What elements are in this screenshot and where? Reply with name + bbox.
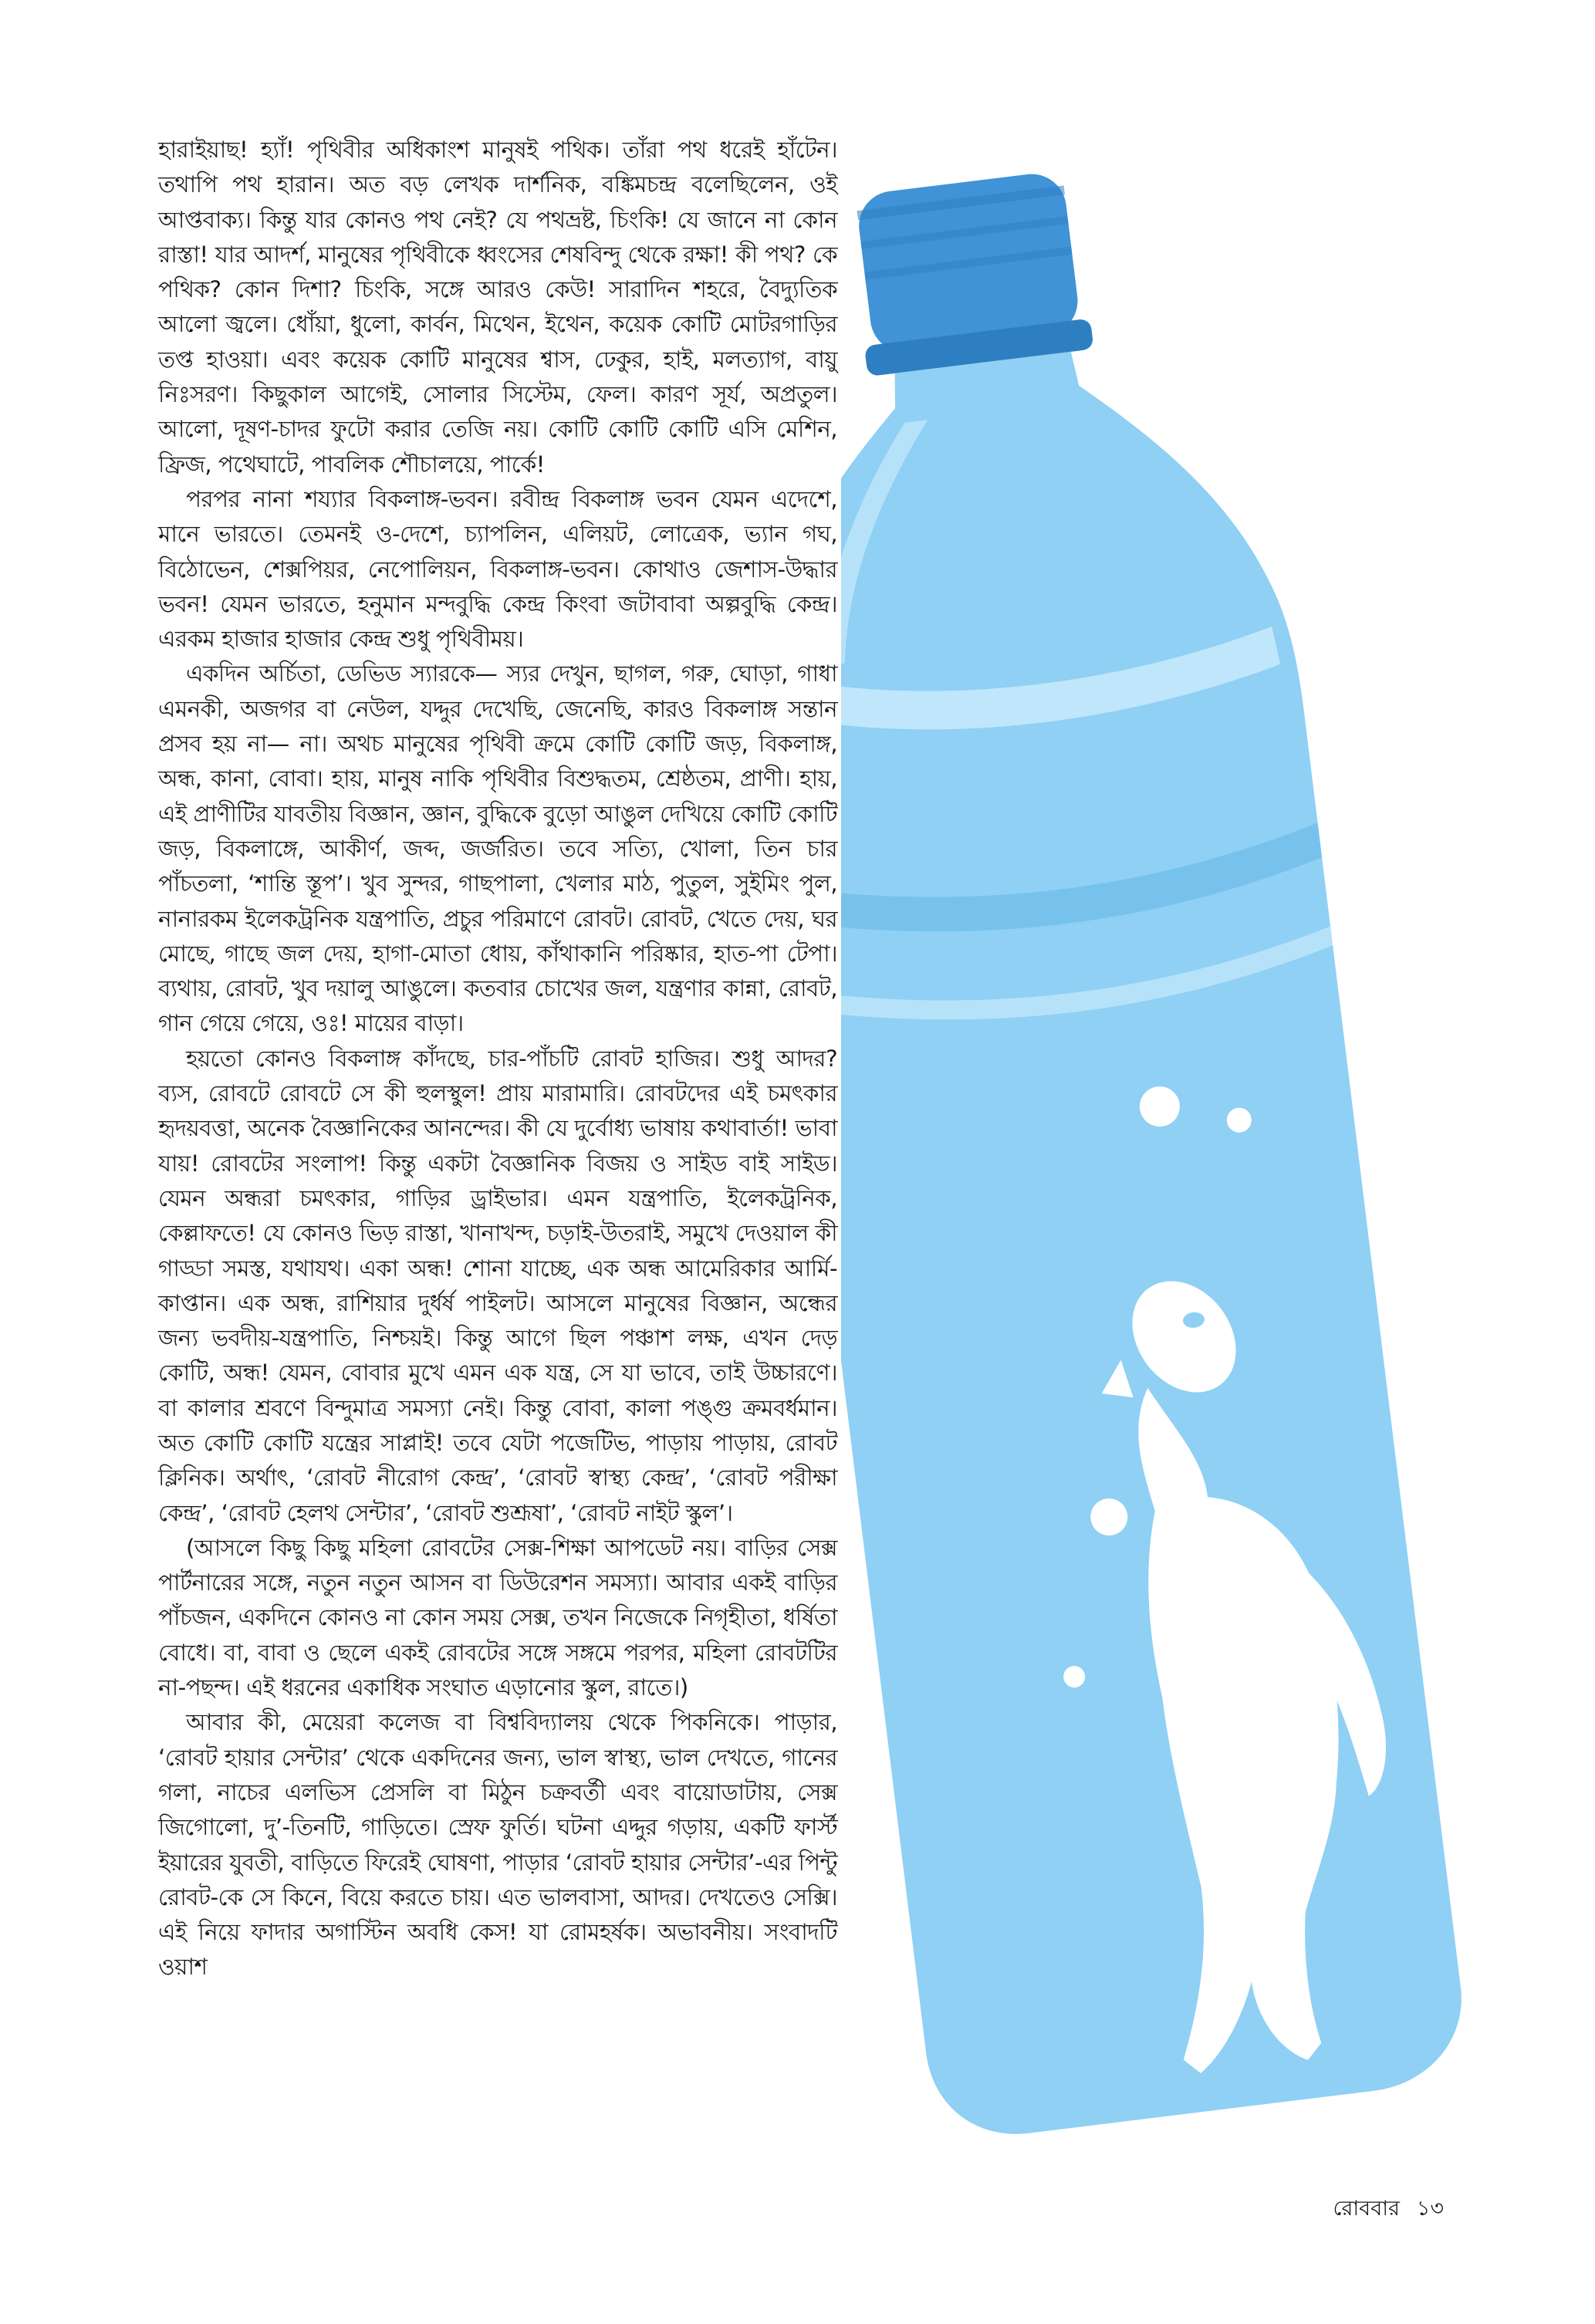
paragraph: হারাইয়াছ! হ্যাঁ! পৃথিবীর অধিকাংশ মানুষই পথিক। তাঁরা পথ ধরেই হাঁটেন। তথাপি পথ হারান। অত বড় লেখক দার্শনিক, বঙ্কিমচন্দ্র বলেছিলেন, ওই আপ্তবাক্য। কিন্তু যার কোনও পথ নেই? যে পথভ্রষ্ট, চিংকি! যে জানে না কোন রাস্তা! যার আদর্শ, মানুষের পৃথিবীকে ধ্বংসের শেষবিন্দু থেকে রক্ষা! কী পথ? কে পথিক? কোন দিশা? চিংকি, সঙ্গে আরও কেউ! সারাদিন শহরে, বৈদ্যুতিক আলো জ্বলে। ধোঁয়া, ধুলো, কার্বন, মিথেন, ইথেন, কয়েক কোটি মোটরগাড়ির তপ্ত হাওয়া। এবং কয়েক কোটি মানুষের শ্বাস, ঢেকুর, হাই, মলত্যাগ, বায়ু নিঃসরণ। কিছুকাল আগেই, সোলার সিস্টেম, ফেল। কারণ সূর্য, অপ্রতুল। আলো, দূষণ-চাদর ফুটো করার তেজি নয়। কোটি কোটি কোটি এসি মেশিন, ফ্রিজ, পথেঘাটে, পাবলিক শৌচালয়ে, পার্কে!	[158, 137, 837, 478]
page-number: ১৩	[1416, 2197, 1444, 2221]
paragraph: হয়তো কোনও বিকলাঙ্গ কাঁদছে, চার-পাঁচটি রোবট হাজির। শুধু আদর? ব্যস, রোবটে রোবটে সে কী হুলস্থুল! প্রায় মারামারি। রোবটদের এই চমৎকার হৃদয়বত্তা, অনেক বৈজ্ঞানিকের আনন্দের। কী যে দুর্বোধ্য ভাষায় কথাবার্তা! ভাবা যায়! রোবটের সংলাপ! কিন্তু একটা বৈজ্ঞানিক বিজয় ও সাইড বাই সাইড। যেমন অন্ধরা চমৎকার, গাড়ির ড্রাইভার। এমন যন্ত্রপাতি, ইলেকট্রনিক, কেল্লাফতে! যে কোনও ভিড় রাস্তা, খানাখন্দ, চড়াই-উতরাই, সমুখে দেওয়াল কী গাড্ডা সমস্ত, যথাযথ। একা অন্ধ! শোনা যাচ্ছে, এক অন্ধ আমেরিকার আর্মি-কাপ্তান। এক অন্ধ, রাশিয়ার দুর্ধর্ষ পাইলট। আসলে মানুষের বিজ্ঞান, অন্ধের জন্য ভবদীয়-যন্ত্রপাতি, নিশ্চয়ই। কিন্তু আগে ছিল পঞ্চাশ লক্ষ, এখন দেড় কোটি, অন্ধ! যেমন, বোবার মুখে এমন এক যন্ত্র, সে যা ভাবে, তাই উচ্চারণে। বা কালার শ্রবণে বিন্দুমাত্র সমস্যা নেই। কিন্তু বোবা, কালা পঙ্গু ক্রমবর্ধমান। অত কোটি কোটি যন্ত্রের সাপ্লাই! তবে যেটা পজেটিভ, পাড়ায় পাড়ায়, রোবট ক্লিনিক। অর্থাৎ, ‘রোবট নীরোগ কেন্দ্র’, ‘রোবট স্বাস্থ্য কেন্দ্র’, ‘রোবট পরীক্ষা কেন্দ্র’, ‘রোবট হেলথ সেন্টার’, ‘রোবট শুশ্রূষা’, ‘রোবট নাইট স্কুল’।	[158, 1045, 837, 1526]
page-footer	[1333, 2193, 1444, 2228]
paragraph: (আসলে কিছু কিছু মহিলা রোবটের সেক্স-শিক্ষা আপডেট নয়। বাড়ির সেক্স পার্টনারের সঙ্গে, নতুন নতুন আসন বা ডিউরেশন সমস্যা। আবার একই বাড়ির পাঁচজন, একদিনে কোনও না কোন সময় সেক্স, তখন নিজেকে নিগৃহীতা, ধর্ষিতা বোধে। বা, বাবা ও ছেলে একই রোবটের সঙ্গে সঙ্গমে পরপর, মহিলা রোবটটির না-পছন্দ। এই ধরনের একাধিক সংঘাত এড়ানোর স্কুল, রাতে।)	[158, 1534, 837, 1701]
paragraph: আবার কী, মেয়েরা কলেজ বা বিশ্ববিদ্যালয় থেকে পিকনিকে। পাড়ার, ‘রোবট হায়ার সেন্টার’ থেকে একদিনের জন্য, ভাল স্বাস্থ্য, ভাল দেখতে, গানের গলা, নাচের এলভিস প্রেসলি বা মিঠুন চক্রবর্তী এবং বায়োডাটায়, সেক্স জিগোলো, দু’-তিনটি, গাড়িতে। স্রেফ ফুর্তি। ঘটনা এদ্দুর গড়ায়, একটি ফার্স্ট ইয়ারের যুবতী, বাড়িতে ফিরেই ঘোষণা, পাড়ার ‘রোবট হায়ার সেন্টার’-এর পিন্টু রোবট-কে সে কিনে, বিয়ে করতে চায়। এত ভালবাসা, আদর। দেখতেও সেক্সি। এই নিয়ে ফাদার অগাস্টিন অবধি কেস! যা রোমহর্ষক। অভাবনীয়। সংবাদটি ওয়াশ	[158, 1709, 837, 1981]
bottle-illustration	[841, 147, 1536, 2153]
bottle-body-icon	[841, 329, 1472, 2144]
magazine-name: রোববার	[1333, 2197, 1400, 2221]
paragraph: পরপর নানা শয্যার বিকলাঙ্গ-ভবন। রবীন্দ্র বিকলাঙ্গ ভবন যেমন এদেশে, মানে ভারতে। তেমনই ও-দেশে, চ্যাপলিন, এলিয়ট, লোত্রেক, ভ্যান গঘ, বিঠোভেন, শেক্সপিয়র, নেপোলিয়ন, বিকলাঙ্গ-ভবন। কোথাও জেশাস-উদ্ধার ভবন! যেমন ভারতে, হনুমান মন্দবুদ্ধি কেন্দ্র কিংবা জটাবাবা অল্পবুদ্ধি কেন্দ্র। এরকম হাজার হাজার কেন্দ্র শুধু পৃথিবীময়।	[158, 485, 837, 653]
paragraph: একদিন অর্চিতা, ডেভিড স্যারকে— স্যর দেখুন, ছাগল, গরু, ঘোড়া, গাধা এমনকী, অজগর বা নেউল, যদ্দুর দেখেছি, জেনেছি, কারও বিকলাঙ্গ সন্তান প্রসব হয় না— না। অথচ মানুষের পৃথিবী ক্রমে কোটি কোটি জড়, বিকলাঙ্গ, অন্ধ, কানা, বোবা। হায়, মানুষ নাকি পৃথিবীর বিশুদ্ধতম, শ্রেষ্ঠতম, প্রাণী। হায়, এই প্রাণীটির যাবতীয় বিজ্ঞান, জ্ঞান, বুদ্ধিকে বুড়ো আঙুল দেখিয়ে কোটি কোটি জড়, বিকলাঙ্গে, আকীর্ণ, জব্দ, জর্জরিত। তবে সত্যি, খোলা, তিন চার পাঁচতলা, ‘শান্তি স্তূপ’। খুব সুন্দর, গাছপালা, খেলার মাঠ, পুতুল, সুইমিং পুল, নানারকম ইলেকট্রনিক যন্ত্রপাতি, প্রচুর পরিমাণে রোবট। রোবট, খেতে দেয়, ঘর মোছে, গাছে জল দেয়, হাগা-মোতা ধোয়, কাঁথাকানি পরিষ্কার, হাত-পা টেপা। ব্যথায়, রোবট, খুব দয়ালু আঙুলে। কতবার চোখের জল, যন্ত্রণার কান্না, রোবট, গান গেয়ে গেয়ে, ওঃ! মায়ের বাড়া।	[158, 660, 837, 1037]
article-body	[158, 133, 837, 1985]
